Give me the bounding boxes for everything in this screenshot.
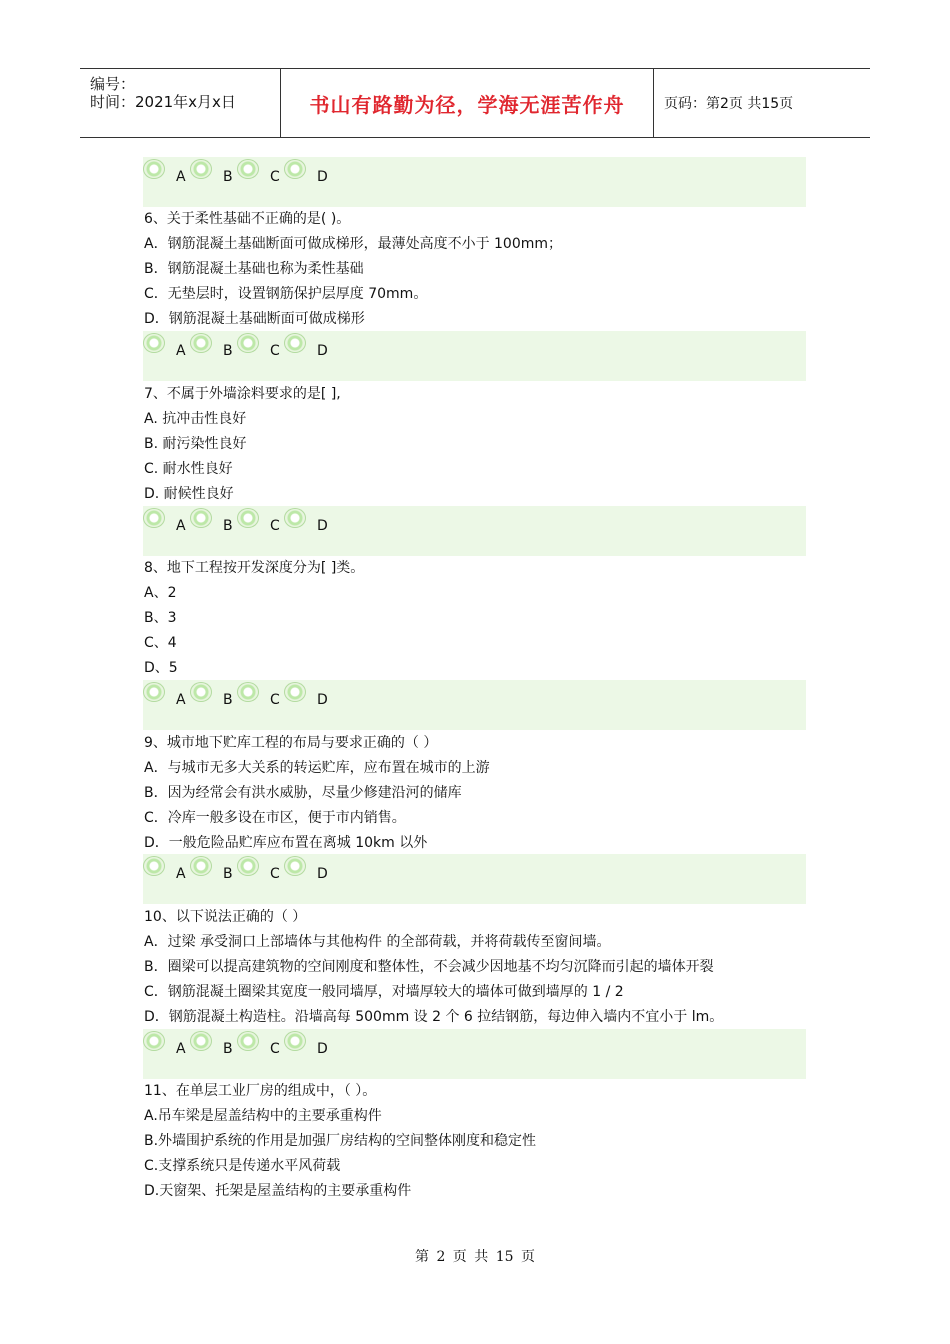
option: A．钢筋混凝土基础断面可做成梯形，最薄处高度不小于 100mm； bbox=[144, 236, 563, 252]
radio-icon[interactable] bbox=[143, 682, 165, 702]
choice-label: C bbox=[270, 518, 280, 534]
answer-row bbox=[143, 157, 806, 207]
radio-icon[interactable] bbox=[237, 856, 259, 876]
question-title: 9、城市地下贮库工程的布局与要求正确的（ ） bbox=[144, 735, 438, 751]
choice-label: D bbox=[317, 866, 328, 882]
radio-icon[interactable] bbox=[190, 333, 212, 353]
radio-icon[interactable] bbox=[190, 856, 212, 876]
option: A．与城市无多大关系的转运贮库，应布置在城市的上游 bbox=[144, 760, 490, 776]
answer-row bbox=[143, 506, 806, 556]
question-title: 11、在单层工业厂房的组成中，（ ）。 bbox=[144, 1083, 377, 1099]
radio-icon[interactable] bbox=[190, 508, 212, 528]
choice-label: C bbox=[270, 1041, 280, 1057]
question-title: 7、不属于外墙涂料要求的是[ ], bbox=[144, 386, 341, 402]
option: D．钢筋混凝土基础断面可做成梯形 bbox=[144, 311, 365, 327]
option: D．一般危险品贮库应布置在离城 10km 以外 bbox=[144, 835, 428, 851]
radio-icon[interactable] bbox=[284, 682, 306, 702]
header-page-cell bbox=[654, 69, 870, 137]
choice-label: A bbox=[176, 692, 186, 708]
motto: 书山有路勤为径，学海无涯苦作舟 bbox=[309, 92, 625, 117]
choice-label: C bbox=[270, 866, 280, 882]
radio-icon[interactable] bbox=[143, 508, 165, 528]
option: C．无垫层时，设置钢筋保护层厚度 70mm。 bbox=[144, 286, 428, 302]
option: C. 耐水性良好 bbox=[144, 461, 233, 477]
option: B．钢筋混凝土基础也称为柔性基础 bbox=[144, 261, 364, 277]
option: B．圈梁可以提高建筑物的空间刚度和整体性，不会减少因地基不均匀沉降而引起的墙体开裂 bbox=[144, 959, 714, 975]
choice-label: B bbox=[223, 343, 233, 359]
choice-label: C bbox=[270, 169, 280, 185]
answer-row bbox=[143, 331, 806, 381]
choice-label: D bbox=[317, 169, 328, 185]
question-title: 10、以下说法正确的（ ） bbox=[144, 909, 307, 925]
radio-icon[interactable] bbox=[237, 1031, 259, 1051]
option: C．冷库一般多设在市区，便于市内销售。 bbox=[144, 810, 406, 826]
answer-row bbox=[143, 1029, 806, 1079]
option: B.外墙围护系统的作用是加强厂房结构的空间整体刚度和稳定性 bbox=[144, 1133, 537, 1149]
page-info: 页码：第2页 共15页 bbox=[664, 96, 794, 112]
choice-label: D bbox=[317, 692, 328, 708]
radio-icon[interactable] bbox=[284, 508, 306, 528]
choice-label: D bbox=[317, 518, 328, 534]
choice-label: B bbox=[223, 1041, 233, 1057]
option: D. 耐候性良好 bbox=[144, 486, 234, 502]
radio-icon[interactable] bbox=[190, 682, 212, 702]
question-title: 8、地下工程按开发深度分为[ ]类。 bbox=[144, 560, 365, 576]
option: B、3 bbox=[144, 610, 177, 626]
choice-label: B bbox=[223, 692, 233, 708]
choice-label: A bbox=[176, 1041, 186, 1057]
radio-icon[interactable] bbox=[284, 159, 306, 179]
answer-row bbox=[143, 854, 806, 904]
header-left-cell bbox=[80, 69, 281, 137]
option: C．钢筋混凝土圈梁其宽度一般同墙厚，对墙厚较大的墙体可做到墙厚的 1 / 2 bbox=[144, 984, 624, 1000]
choice-label: D bbox=[317, 343, 328, 359]
option: B. 耐污染性良好 bbox=[144, 436, 247, 452]
radio-icon[interactable] bbox=[284, 856, 306, 876]
radio-icon[interactable] bbox=[237, 333, 259, 353]
option: B．因为经常会有洪水威胁，尽量少修建沿河的储库 bbox=[144, 785, 462, 801]
option: C.支撑系统只是传递水平风荷载 bbox=[144, 1158, 341, 1174]
choice-label: C bbox=[270, 692, 280, 708]
radio-icon[interactable] bbox=[237, 682, 259, 702]
radio-icon[interactable] bbox=[143, 333, 165, 353]
radio-icon[interactable] bbox=[284, 333, 306, 353]
option: D、5 bbox=[144, 660, 178, 676]
time-label: 时间：2021年x月x日 bbox=[90, 93, 236, 111]
option: D．钢筋混凝土构造柱。沿墙高每 500mm 设 2 个 6 拉结钢筋，每边伸入墙内不宜小于 lm。 bbox=[144, 1009, 724, 1025]
radio-icon[interactable] bbox=[190, 159, 212, 179]
option: A. 抗冲击性良好 bbox=[144, 411, 247, 427]
radio-icon[interactable] bbox=[190, 1031, 212, 1051]
radio-icon[interactable] bbox=[143, 159, 165, 179]
page-header bbox=[80, 68, 870, 138]
choice-label: A bbox=[176, 343, 186, 359]
page-footer: 第 2 页 共 15 页 bbox=[415, 1249, 535, 1265]
choice-label: B bbox=[223, 518, 233, 534]
radio-icon[interactable] bbox=[284, 1031, 306, 1051]
choice-label: A bbox=[176, 169, 186, 185]
choice-label: B bbox=[223, 169, 233, 185]
radio-icon[interactable] bbox=[143, 1031, 165, 1051]
choice-label: D bbox=[317, 1041, 328, 1057]
answer-row bbox=[143, 680, 806, 730]
radio-icon[interactable] bbox=[237, 508, 259, 528]
option: C、4 bbox=[144, 635, 177, 651]
choice-label: A bbox=[176, 866, 186, 882]
choice-label: B bbox=[223, 866, 233, 882]
choice-label: A bbox=[176, 518, 186, 534]
header-motto-cell bbox=[281, 69, 654, 137]
radio-icon[interactable] bbox=[237, 159, 259, 179]
radio-icon[interactable] bbox=[143, 856, 165, 876]
option: D.天窗架、托架是屋盖结构的主要承重构件 bbox=[144, 1183, 412, 1199]
question-title: 6、关于柔性基础不正确的是( )。 bbox=[144, 211, 351, 227]
choice-label: C bbox=[270, 343, 280, 359]
number-label: 编号： bbox=[90, 75, 136, 93]
option: A、2 bbox=[144, 585, 177, 601]
option: A．过梁 承受洞口上部墙体与其他构件 的全部荷载，并将荷载传至窗间墙。 bbox=[144, 934, 611, 950]
option: A.吊车梁是屋盖结构中的主要承重构件 bbox=[144, 1108, 382, 1124]
